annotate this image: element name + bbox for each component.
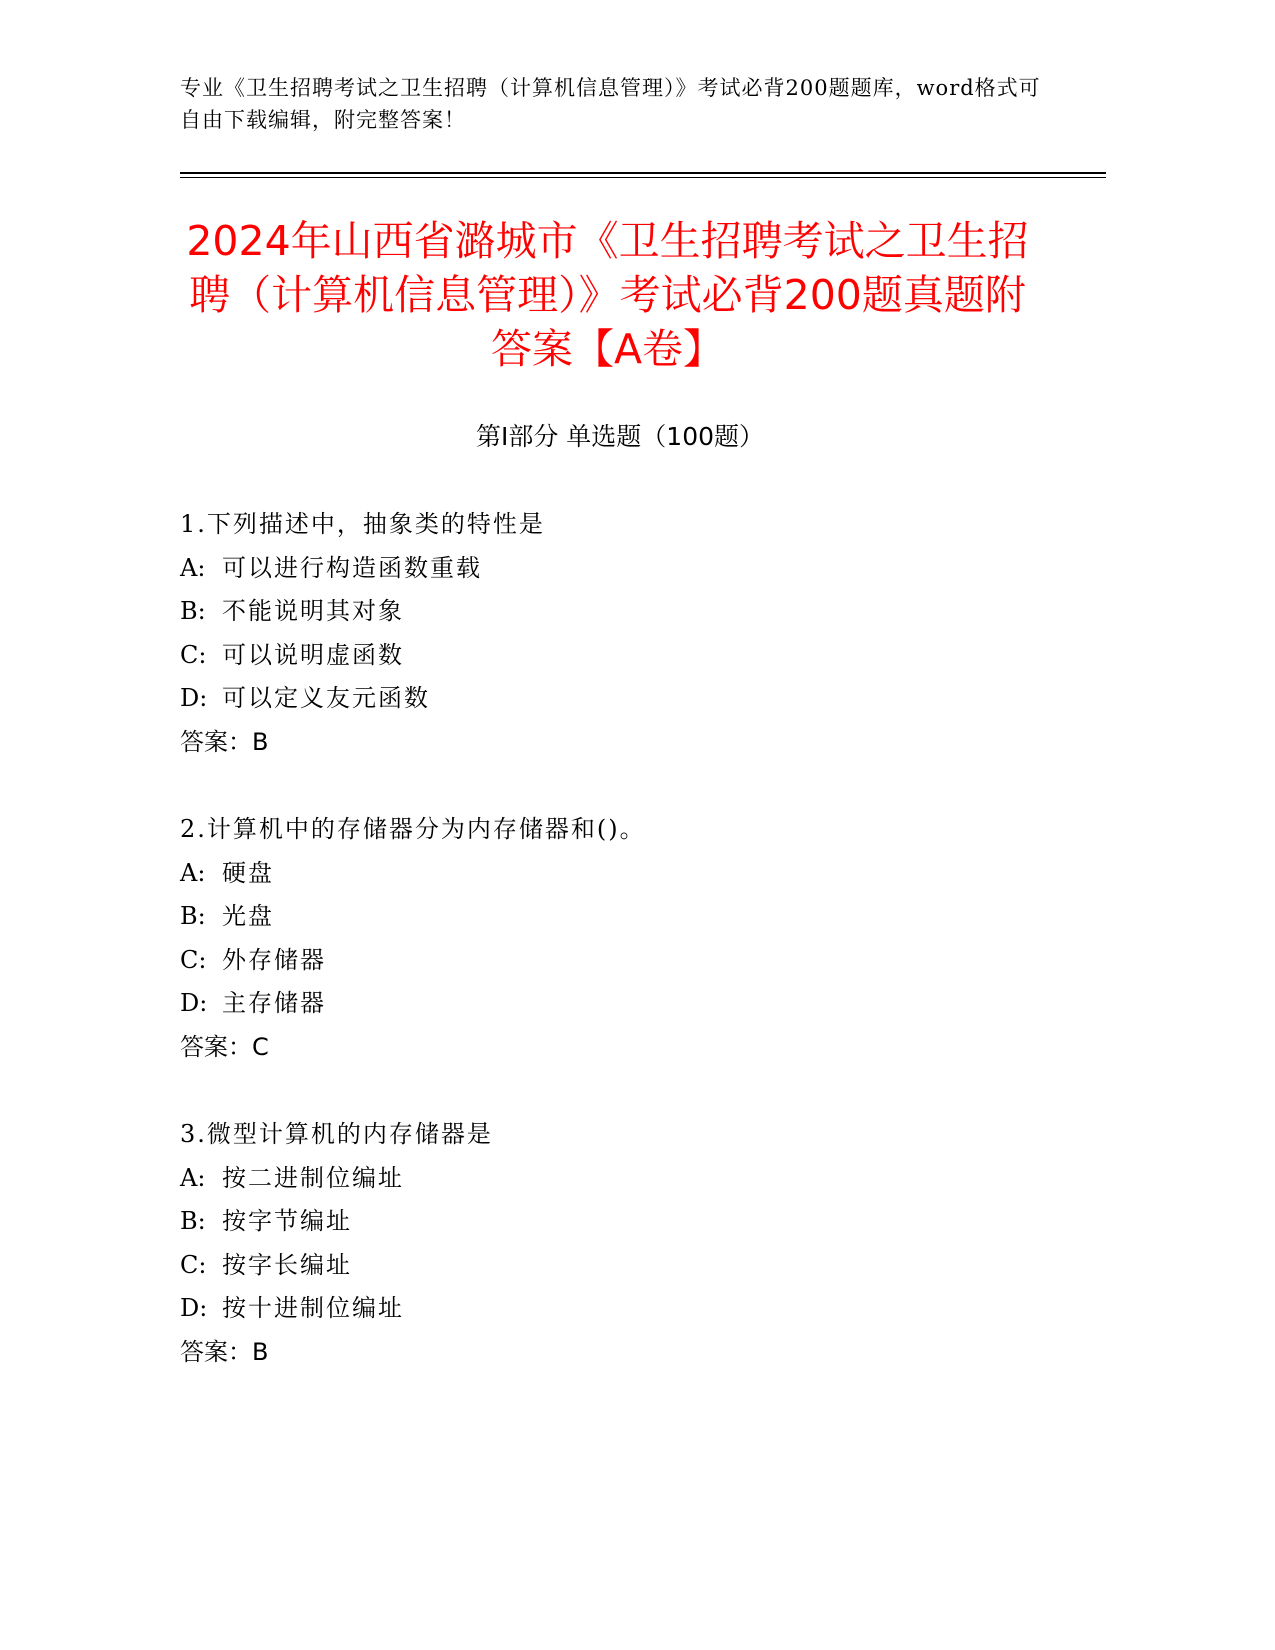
question-block — [180, 503, 1080, 764]
option-d — [180, 1287, 1080, 1331]
option-letter: D: — [180, 1294, 208, 1322]
option-text: 按十进制位编址 — [222, 1294, 404, 1322]
option-letter: B: — [180, 902, 206, 930]
option-d — [180, 982, 1080, 1026]
option-letter: A: — [180, 553, 206, 582]
option-letter: A: — [180, 1163, 206, 1192]
header-note: 专业《卫生招聘考试之卫生招聘（计算机信息管理）》考试必背200题题库，word格式可自由下载编辑，附完整答案！ — [180, 76, 1041, 132]
header-divider-thick — [180, 172, 1106, 174]
answer-line: 答案：B — [180, 1337, 269, 1366]
option-letter: D: — [180, 684, 208, 712]
option-text: 可以定义友元函数 — [222, 684, 430, 712]
option-text: 外存储器 — [222, 945, 326, 974]
answer-line: 答案：C — [180, 1032, 269, 1061]
option-text: 硬盘 — [222, 858, 274, 887]
option-letter: B: — [180, 1207, 206, 1235]
option-c — [180, 939, 1080, 983]
option-a — [180, 852, 1080, 896]
option-letter: C: — [180, 640, 207, 669]
option-text: 可以进行构造函数重载 — [222, 553, 482, 582]
option-letter: C: — [180, 945, 207, 974]
option-text: 主存储器 — [222, 989, 326, 1017]
section-heading: 第Ⅰ部分 单选题（100题） — [475, 422, 765, 451]
option-a — [180, 1157, 1080, 1201]
option-letter: A: — [180, 858, 206, 887]
header-divider-thin — [180, 177, 1106, 178]
option-text: 不能说明其对象 — [222, 597, 404, 625]
option-c — [180, 634, 1080, 678]
option-letter: B: — [180, 597, 206, 625]
question-block — [180, 808, 1080, 1069]
option-text: 按二进制位编址 — [222, 1163, 404, 1192]
option-d — [180, 677, 1080, 721]
option-c — [180, 1244, 1080, 1288]
question-stem: 2.计算机中的存储器分为内存储器和()。 — [180, 815, 646, 843]
option-b — [180, 1200, 1080, 1244]
question-stem: 3.微型计算机的内存储器是 — [180, 1120, 493, 1148]
question-block — [180, 1113, 1080, 1374]
question-stem: 1.下列描述中，抽象类的特性是 — [180, 510, 545, 538]
option-b — [180, 590, 1080, 634]
document-title: 2024年山西省潞城市《卫生招聘考试之卫生招聘（计算机信息管理）》考试必背200题真题附答案【A卷】 — [186, 217, 1029, 373]
option-text: 光盘 — [222, 902, 274, 930]
option-text: 按字长编址 — [222, 1250, 352, 1279]
option-a — [180, 547, 1080, 591]
option-b — [180, 895, 1080, 939]
option-letter: C: — [180, 1250, 207, 1279]
answer-line: 答案：B — [180, 727, 269, 756]
option-letter: D: — [180, 989, 208, 1017]
option-text: 可以说明虚函数 — [222, 640, 404, 669]
option-text: 按字节编址 — [222, 1207, 352, 1235]
